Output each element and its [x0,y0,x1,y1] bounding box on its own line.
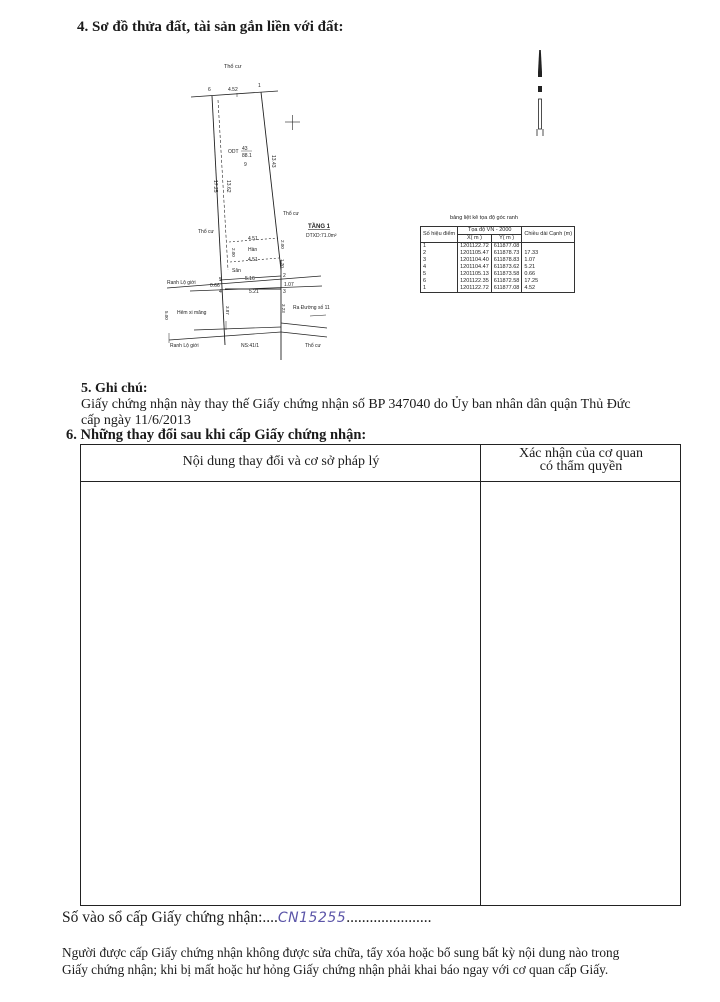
header-y: Y( m ) [491,235,522,243]
cell-x: 1201105.47 [458,250,492,257]
north-arrow-icon [537,50,543,136]
section-5-notes [81,381,631,429]
dim-seg-2-3: 1.07 [284,282,294,288]
header-authority-confirmation [481,447,681,473]
cell-y: 611872.58 [491,278,522,285]
dim-bottom: 5.21 [249,289,259,295]
dim-hall-right: 2.00 [280,240,285,249]
table-row [421,278,575,285]
cell-point: 1 [421,285,458,293]
point-3: 3 [283,289,286,295]
coord-table-caption: bảng liệt kê tọa độ góc ranh [450,215,518,221]
cell-x: 1201122.72 [458,285,492,293]
parcel-code: ODT [228,149,239,155]
cell-y: 611873.58 [491,271,522,278]
label-boundary-2: Ranh Lộ giới [170,343,199,349]
label-boundary-1: Ranh Lộ giới [167,280,196,286]
dim-east: 13.43 [270,155,276,168]
point-5: 5 [219,277,222,283]
footer-line-1: Người được cấp Giấy chứng nhận không được sửa chữa, tẩy xóa hoặc bổ sung bất kỳ nội dung nào trong [62,945,620,960]
cell-point: 5 [421,271,458,278]
section-6-title: 6. Những thay đổi sau khi cấp Giấy chứng nhận: [66,427,367,443]
label-hall: Hàn [248,247,258,253]
point-1: 1 [258,83,261,89]
coordinates-table [420,226,575,293]
cell-x: 1201122.35 [458,278,492,285]
cell-length: 17.33 [522,250,575,257]
changes-table [80,444,681,906]
dim-hall-left: 2.00 [231,248,236,257]
cell-point: 4 [421,264,458,271]
changes-content-column [81,445,481,905]
dim-hall-bottom: 4.51 [248,257,258,263]
cell-x: 1201104.40 [458,257,492,264]
parcel-number: 43 [242,146,248,152]
point-6: 6 [208,87,211,93]
footer-warning [62,944,682,978]
registration-label: Số vào sổ cấp Giấy chứng nhận: [62,909,263,926]
registration-number-line [62,909,431,927]
header-x: X( m ) [458,235,492,243]
table-row [421,250,575,257]
cell-x: 1201122.72 [458,243,492,251]
label-alley: Hẻm xi măng [177,310,207,316]
floor-title: TẦNG 1 [308,224,331,230]
cell-length: 5.21 [522,264,575,271]
section-5-title: 5. Ghi chú: [81,381,148,396]
parcel-area: 88.1 [242,153,252,159]
cell-y: 611877.08 [491,243,522,251]
dim-hall-top: 4.51 [248,236,258,242]
registration-lead-dots: .... [262,909,278,926]
cell-length: 0.66 [522,271,575,278]
dim-alley-width: 5.00 [164,311,169,320]
table-row [421,257,575,264]
point-2: 2 [283,273,286,279]
header-point: Số hiệu điểm [421,227,458,243]
label-east-neighbor: Thổ cư [283,211,299,217]
cell-length: 17.25 [522,278,575,285]
registration-trail-dots: ...................... [346,909,432,926]
label-north-neighbor: Thổ cư [224,64,242,70]
cell-length: 4.52 [522,285,575,293]
label-west-neighbor: Thổ cư [198,229,214,235]
cell-x: 1201104.47 [458,264,492,271]
cell-point: 3 [421,257,458,264]
header-divider [81,481,680,482]
table-row [421,264,575,271]
label-yard: Sân [232,268,241,274]
parcel-sheet: 9 [244,162,247,168]
dim-west-inner: 13.62 [225,180,231,193]
label-road: Ra Đường số 11 [293,305,330,311]
cell-point: 6 [421,278,458,285]
registration-value: CN15255 [277,910,347,926]
header-system: Tọa độ VN - 2000 [458,227,522,235]
cell-length: 1.07 [522,257,575,264]
note-line-1: Giấy chứng nhận này thay thế Giấy chứng nhận số BP 347040 do Ủy ban nhân dân quận Thủ Đức [81,397,631,412]
footer-line-2: Giấy chứng nhận; khi bị mất hoặc hư hỏng Giấy chứng nhận phải khai báo ngay với cơ quan cấp Giấy. [62,962,609,977]
land-plot-diagram [140,50,560,360]
floor-area: DTXD:71.0m² [306,233,337,239]
label-south-east-neighbor: Thổ cư [305,343,321,349]
cell-y: 611878.83 [491,257,522,264]
note-line-2: cấp ngày 11/6/2013 [81,413,191,428]
table-row [421,243,575,251]
dim-top: 4.52 [228,87,238,93]
header-authority-line-1: Xác nhận của cơ quan [518,446,643,461]
dim-seg-4-5: 0.66 [210,283,220,289]
header-length: Chiều dài Cạnh (m) [522,227,575,243]
header-authority-line-2: có thẩm quyền [539,459,623,474]
cell-length [522,243,575,251]
header-change-content: Nội dung thay đổi và cơ sở pháp lý [182,454,380,469]
cell-y: 611878.73 [491,250,522,257]
cell-y: 611873.62 [491,264,522,271]
dim-yard-width: 5.16 [245,276,255,282]
dim-yard-right: 1.70 [280,259,285,268]
dim-alley-left: 3.87 [225,306,230,315]
cell-y: 611877.08 [491,285,522,293]
cell-x: 1201105.13 [458,271,492,278]
cell-point: 1 [421,243,458,251]
table-row [421,285,575,293]
label-house-number: NS:41/1 [241,343,260,349]
cell-point: 2 [421,250,458,257]
dim-alley-right: 3.23 [281,304,286,313]
point-4: 4 [219,289,222,295]
section-4-title: 4. Sơ đồ thửa đất, tài sản gắn liền với đất: [77,19,344,35]
dim-west-outer: 17.25 [212,180,218,193]
table-row [421,271,575,278]
